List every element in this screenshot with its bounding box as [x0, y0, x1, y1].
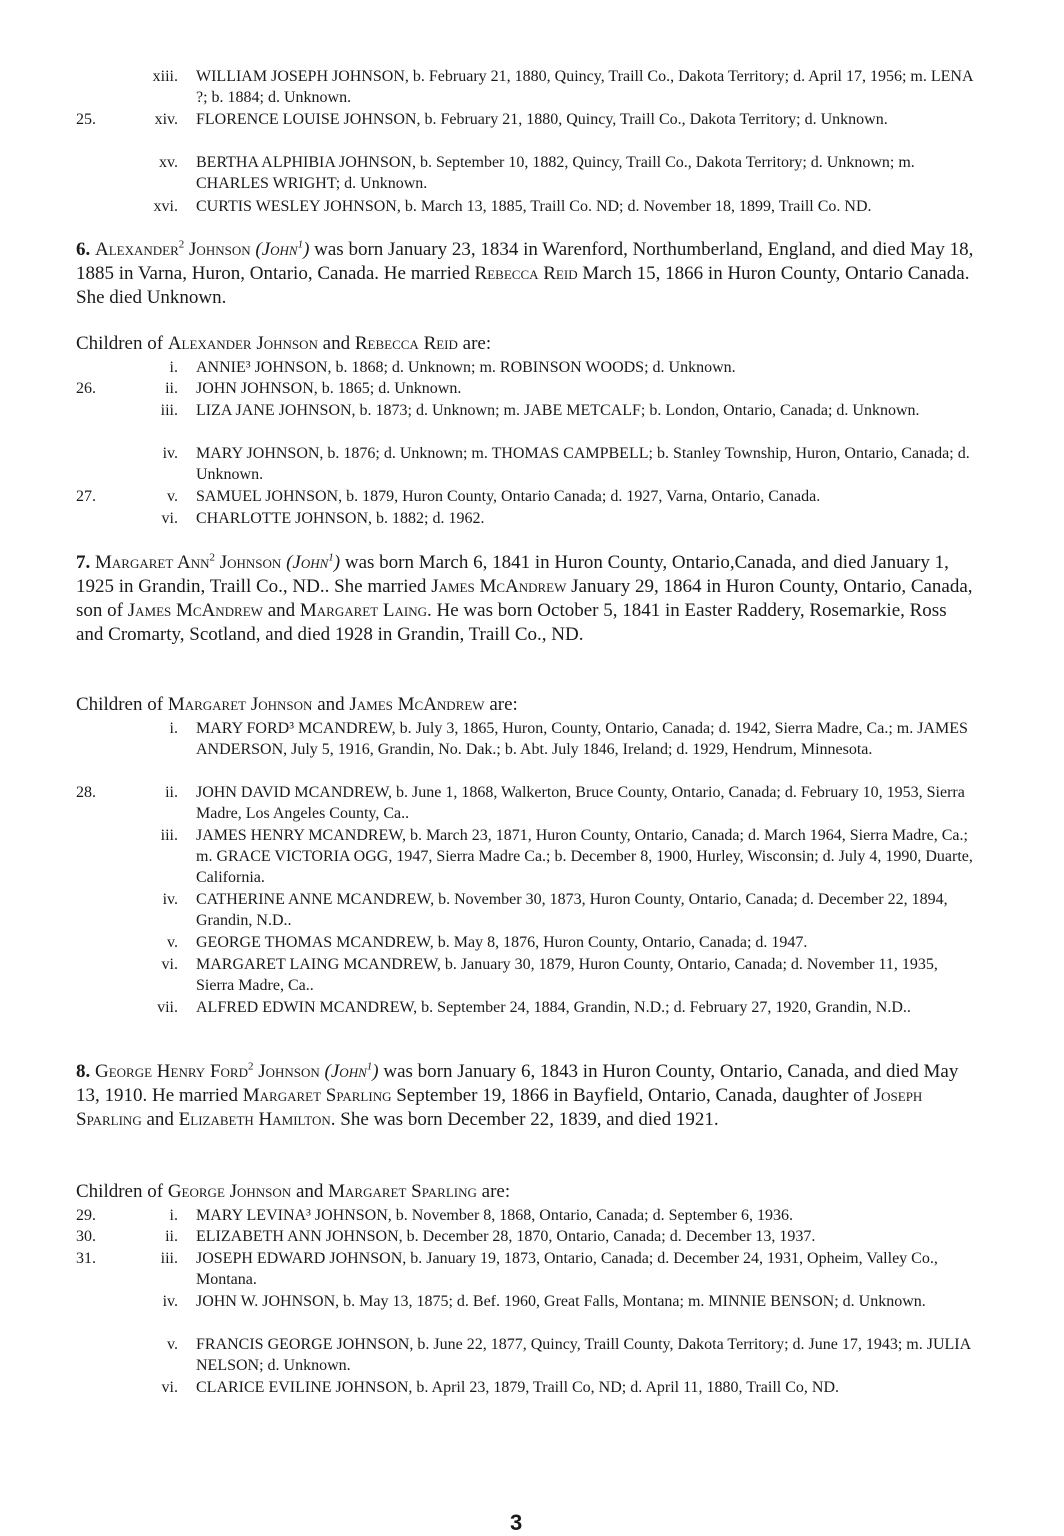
child-text: WILLIAM JOSEPH JOHNSON, b. February 21, 1880, Quincy, Traill Co., Dakota Territory; d. April 17, 1956; m. LENA ?; b. 1884; d. Unknown.	[196, 68, 973, 106]
child-roman: ii.	[165, 1228, 178, 1245]
heading-mother: Margaret Sparling	[328, 1181, 477, 1202]
child-roman: xvi.	[153, 198, 178, 215]
heading-text: are:	[462, 333, 492, 354]
child-roman: iii.	[160, 827, 178, 844]
heading-text: are:	[481, 1181, 511, 1202]
entry-number: 8.	[76, 1061, 91, 1082]
child-ref-number: 28.	[76, 784, 96, 801]
child-text: FRANCIS GEORGE JOHNSON, b. June 22, 1877, Quincy, Traill County, Dakota Territory; d. June 17, 1943; m. JULIA NELSON; d. Unknown.	[196, 1336, 971, 1374]
child-ref-number: 27.	[76, 488, 96, 505]
entry-number: 6.	[76, 239, 91, 260]
spouse-father-name: James McAndrew	[127, 600, 263, 621]
child-text: ELIZABETH ANN JOHNSON, b. December 28, 1870, Ontario, Canada; d. December 13, 1937.	[196, 1228, 816, 1245]
person-surname: Johnson	[189, 239, 251, 260]
child-roman: vi.	[161, 510, 178, 527]
person-paragraph-6: 6. Alexander$^2$ Johnson (John$^1$) was born January 23, 1834 in Warenford, Northumberland, England, and died May 18, 1885 in Varna, Huron, Ontario, Canada. He married Rebecca Reid March 15, 1866 in Huron County, Ontario Canada. She died Unknown.	[76, 238, 974, 308]
heading-text: and	[295, 1181, 324, 1202]
child-roman: iv.	[162, 1293, 178, 1310]
parent-generation-superscript: 1	[328, 551, 334, 564]
child-roman: xiv.	[154, 111, 178, 128]
child-text: BERTHA ALPHIBIA JOHNSON, b. September 10, 1882, Quincy, Traill Co., Dakota Territory; d. Unknown; m. CHARLES WRIGHT; d. Unknown.	[196, 154, 915, 192]
paragraph-text: . He was born October 5, 1841 in Easter Raddery, Rosemarkie, Ross and Cromarty, Scotland, and died 1928 in Grandin, Traill Co., ND.	[76, 600, 947, 645]
spouse-name: James McAndrew	[431, 576, 567, 597]
generation-superscript: 2	[247, 1060, 254, 1073]
child-text: JOHN JOHNSON, b. 1865; d. Unknown.	[196, 380, 462, 397]
person-paragraph-8: 8. George Henry Ford$^2$ Johnson (John$^1$) was born January 6, 1843 in Huron County, Ontario, Canada, and died May 13, 1910. He married Margaret Sparling September 19, 1866 in Bayfield, Ontario, Canada, daughter of Joseph Sparling and Elizabeth Hamilton. She was born December 22, 1839, and died 1921.	[76, 1060, 959, 1130]
child-ref-number: 31.	[76, 1250, 96, 1267]
paragraph-text: and	[146, 1109, 174, 1130]
child-roman: v.	[167, 1336, 178, 1353]
entry-number: 7.	[76, 552, 91, 573]
spouse-mother-name: Elizabeth Hamilton	[178, 1109, 331, 1130]
children-heading-7	[76, 693, 976, 717]
heading-mother: James McAndrew	[349, 694, 485, 715]
child-text: JAMES HENRY MCANDREW, b. March 23, 1871, Huron County, Ontario, Canada; d. March 1964, Sierra Madre, Ca.; m. GRACE VICTORIA OGG, 1947, Sierra Madre Ca.; b. December 8, 1900, Hurley, Wisconsin; d. July 4, 1990, Duarte, California.	[196, 827, 973, 886]
child-roman: v.	[167, 934, 178, 951]
heading-text: and	[322, 333, 351, 354]
paragraph-text: was born January 23, 1834 in Warenford, Northumberland, England, and died May 18, 1885 in Varna, Huron, Ontario, Canada. He married	[76, 239, 974, 284]
child-roman: iv.	[162, 445, 178, 462]
child-roman: ii.	[165, 380, 178, 397]
child-roman: i.	[169, 720, 178, 737]
child-roman: vi.	[161, 1379, 178, 1396]
spouse-name: Rebecca Reid	[474, 263, 578, 284]
person-name: Margaret Ann	[95, 552, 210, 573]
paragraph-text: September 19, 1866 in Bayfield, Ontario, Canada, daughter of	[396, 1085, 869, 1106]
child-text: GEORGE THOMAS MCANDREW, b. May 8, 1876, Huron County, Ontario, Canada; d. 1947.	[196, 934, 808, 951]
children-heading-8	[76, 1180, 976, 1204]
child-text: LIZA JANE JOHNSON, b. 1873; d. Unknown; m. JABE METCALF; b. London, Ontario, Canada; d. Unknown.	[196, 402, 920, 419]
heading-mother: Rebecca Reid	[354, 333, 458, 354]
child-text: ANNIE³ JOHNSON, b. 1868; d. Unknown; m. ROBINSON WOODS; d. Unknown.	[196, 359, 736, 376]
child-text: FLORENCE LOUISE JOHNSON, b. February 21, 1880, Quincy, Traill Co., Dakota Territory; d. Unknown.	[196, 111, 888, 128]
child-roman: i.	[169, 1207, 178, 1224]
heading-text: are:	[489, 694, 518, 715]
heading-text: Children of	[76, 1181, 164, 1202]
heading-father: Margaret Johnson	[167, 694, 313, 715]
person-surname: Johnson	[219, 552, 282, 573]
spouse-name: Margaret Sparling	[242, 1085, 392, 1106]
parent-generation-superscript: 1	[366, 1060, 373, 1073]
child-roman: iv.	[162, 891, 178, 908]
child-text: CATHERINE ANNE MCANDREW, b. November 30, 1873, Huron County, Ontario, Canada; d. December 22, 1894, Grandin, N.D..	[196, 891, 948, 929]
child-text: MARY JOHNSON, b. 1876; d. Unknown; m. THOMAS CAMPBELL; b. Stanley Township, Huron, Ontario, Canada; d. Unknown.	[196, 445, 970, 483]
children-heading-6	[76, 332, 976, 356]
paragraph-text: January 29, 1864 in Huron County, Ontario, Canada, son of	[76, 576, 973, 621]
child-text: MARGARET LAING MCANDREW, b. January 30, 1879, Huron County, Ontario, Canada; d. November 11, 1935, Sierra Madre, Ca..	[196, 956, 938, 994]
heading-text: and	[317, 694, 345, 715]
child-text: MARY FORD³ MCANDREW, b. July 3, 1865, Huron, County, Ontario, Canada; d. 1942, Sierra Madre, Ca.; m. JAMES ANDERSON, July 5, 1916, Grandin, No. Dak.; b. Abt. July 1846, Ireland; d. 1929, Hendrum, Minnesota.	[196, 720, 968, 758]
person-name: Alexander	[95, 239, 179, 260]
child-roman: ii.	[165, 784, 178, 801]
child-text: JOHN W. JOHNSON, b. May 13, 1875; d. Bef. 1960, Great Falls, Montana; m. MINNIE BENSON; d. Unknown.	[196, 1293, 926, 1310]
child-roman: v.	[167, 488, 178, 505]
child-roman: i.	[169, 359, 178, 376]
generation-superscript: 2	[209, 551, 215, 564]
paragraph-text: and	[267, 600, 296, 621]
child-ref-number: 30.	[76, 1228, 96, 1245]
child-ref-number: 25.	[76, 111, 96, 128]
child-ref-number: 29.	[76, 1207, 96, 1224]
heading-father: George Johnson	[167, 1181, 292, 1202]
spouse-mother-name: Margaret Laing	[299, 600, 428, 621]
paragraph-text: . She was born December 22, 1839, and died 1921.	[330, 1109, 719, 1130]
parent-name: John	[292, 552, 329, 573]
child-text: JOHN DAVID MCANDREW, b. June 1, 1868, Walkerton, Bruce County, Ontario, Canada; d. February 10, 1953, Sierra Madre, Los Angeles County, Ca..	[196, 784, 965, 822]
child-ref-number: 26.	[76, 380, 96, 397]
parent-generation-superscript: 1	[297, 238, 304, 251]
child-roman: iii.	[160, 402, 178, 419]
parent-name: John	[330, 1061, 367, 1082]
paragraph-text: March 15, 1866 in Huron County, Ontario Canada. She died Unknown.	[76, 263, 970, 308]
child-roman: xiii.	[152, 68, 178, 85]
child-text: CURTIS WESLEY JOHNSON, b. March 13, 1885, Traill Co. ND; d. November 18, 1899, Traill Co. ND.	[196, 198, 872, 215]
heading-text: Children of	[76, 694, 164, 715]
spouse-father-name: Joseph Sparling	[76, 1085, 923, 1130]
child-roman: iii.	[160, 1250, 178, 1267]
child-text: ALFRED EDWIN MCANDREW, b. September 24, 1884, Grandin, N.D.; d. February 27, 1920, Grandin, N.D..	[196, 999, 911, 1016]
person-paragraph-7: 7. Margaret Ann$^2$ Johnson (John$^1$) was born March 6, 1841 in Huron County, Ontario,Canada, and died January 1, 1925 in Grandin, Traill Co., ND.. She married James McAndrew January 29, 1864 in Huron County, Ontario, Canada, son of James McAndrew and Margaret Laing. He was born October 5, 1841 in Easter Raddery, Rosemarkie, Ross and Cromarty, Scotland, and died 1928 in Grandin, Traill Co., ND.	[76, 551, 973, 645]
child-text: JOSEPH EDWARD JOHNSON, b. January 19, 1873, Ontario, Canada; d. December 24, 1931, Opheim, Valley Co., Montana.	[196, 1250, 938, 1288]
heading-father: Alexander Johnson	[167, 333, 318, 354]
paragraph-text: was born January 6, 1843 in Huron County, Ontario, Canada, and died May 13, 1910. He married	[76, 1061, 959, 1106]
child-text: SAMUEL JOHNSON, b. 1879, Huron County, Ontario Canada; d. 1927, Varna, Ontario, Canada.	[196, 488, 821, 505]
parent-name: John	[261, 239, 298, 260]
page-number: 3	[510, 1510, 523, 1535]
child-text: MARY LEVINA³ JOHNSON, b. November 8, 1868, Ontario, Canada; d. September 6, 1936.	[196, 1207, 794, 1224]
heading-text: Children of	[76, 333, 164, 354]
child-text: CHARLOTTE JOHNSON, b. 1882; d. 1962.	[196, 510, 485, 527]
person-surname: Johnson	[258, 1061, 320, 1082]
generation-superscript: 2	[178, 238, 185, 251]
child-text: CLARICE EVILINE JOHNSON, b. April 23, 1879, Traill Co, ND; d. April 11, 1880, Traill Co, ND.	[196, 1379, 839, 1396]
child-roman: vi.	[161, 956, 178, 973]
person-name: George Henry Ford	[95, 1061, 248, 1082]
child-roman: vii.	[157, 999, 178, 1016]
child-roman: xv.	[159, 154, 178, 171]
paragraph-text: was born March 6, 1841 in Huron County, Ontario,Canada, and died January 1, 1925 in Grandin, Traill Co., ND.. She married	[76, 552, 949, 597]
